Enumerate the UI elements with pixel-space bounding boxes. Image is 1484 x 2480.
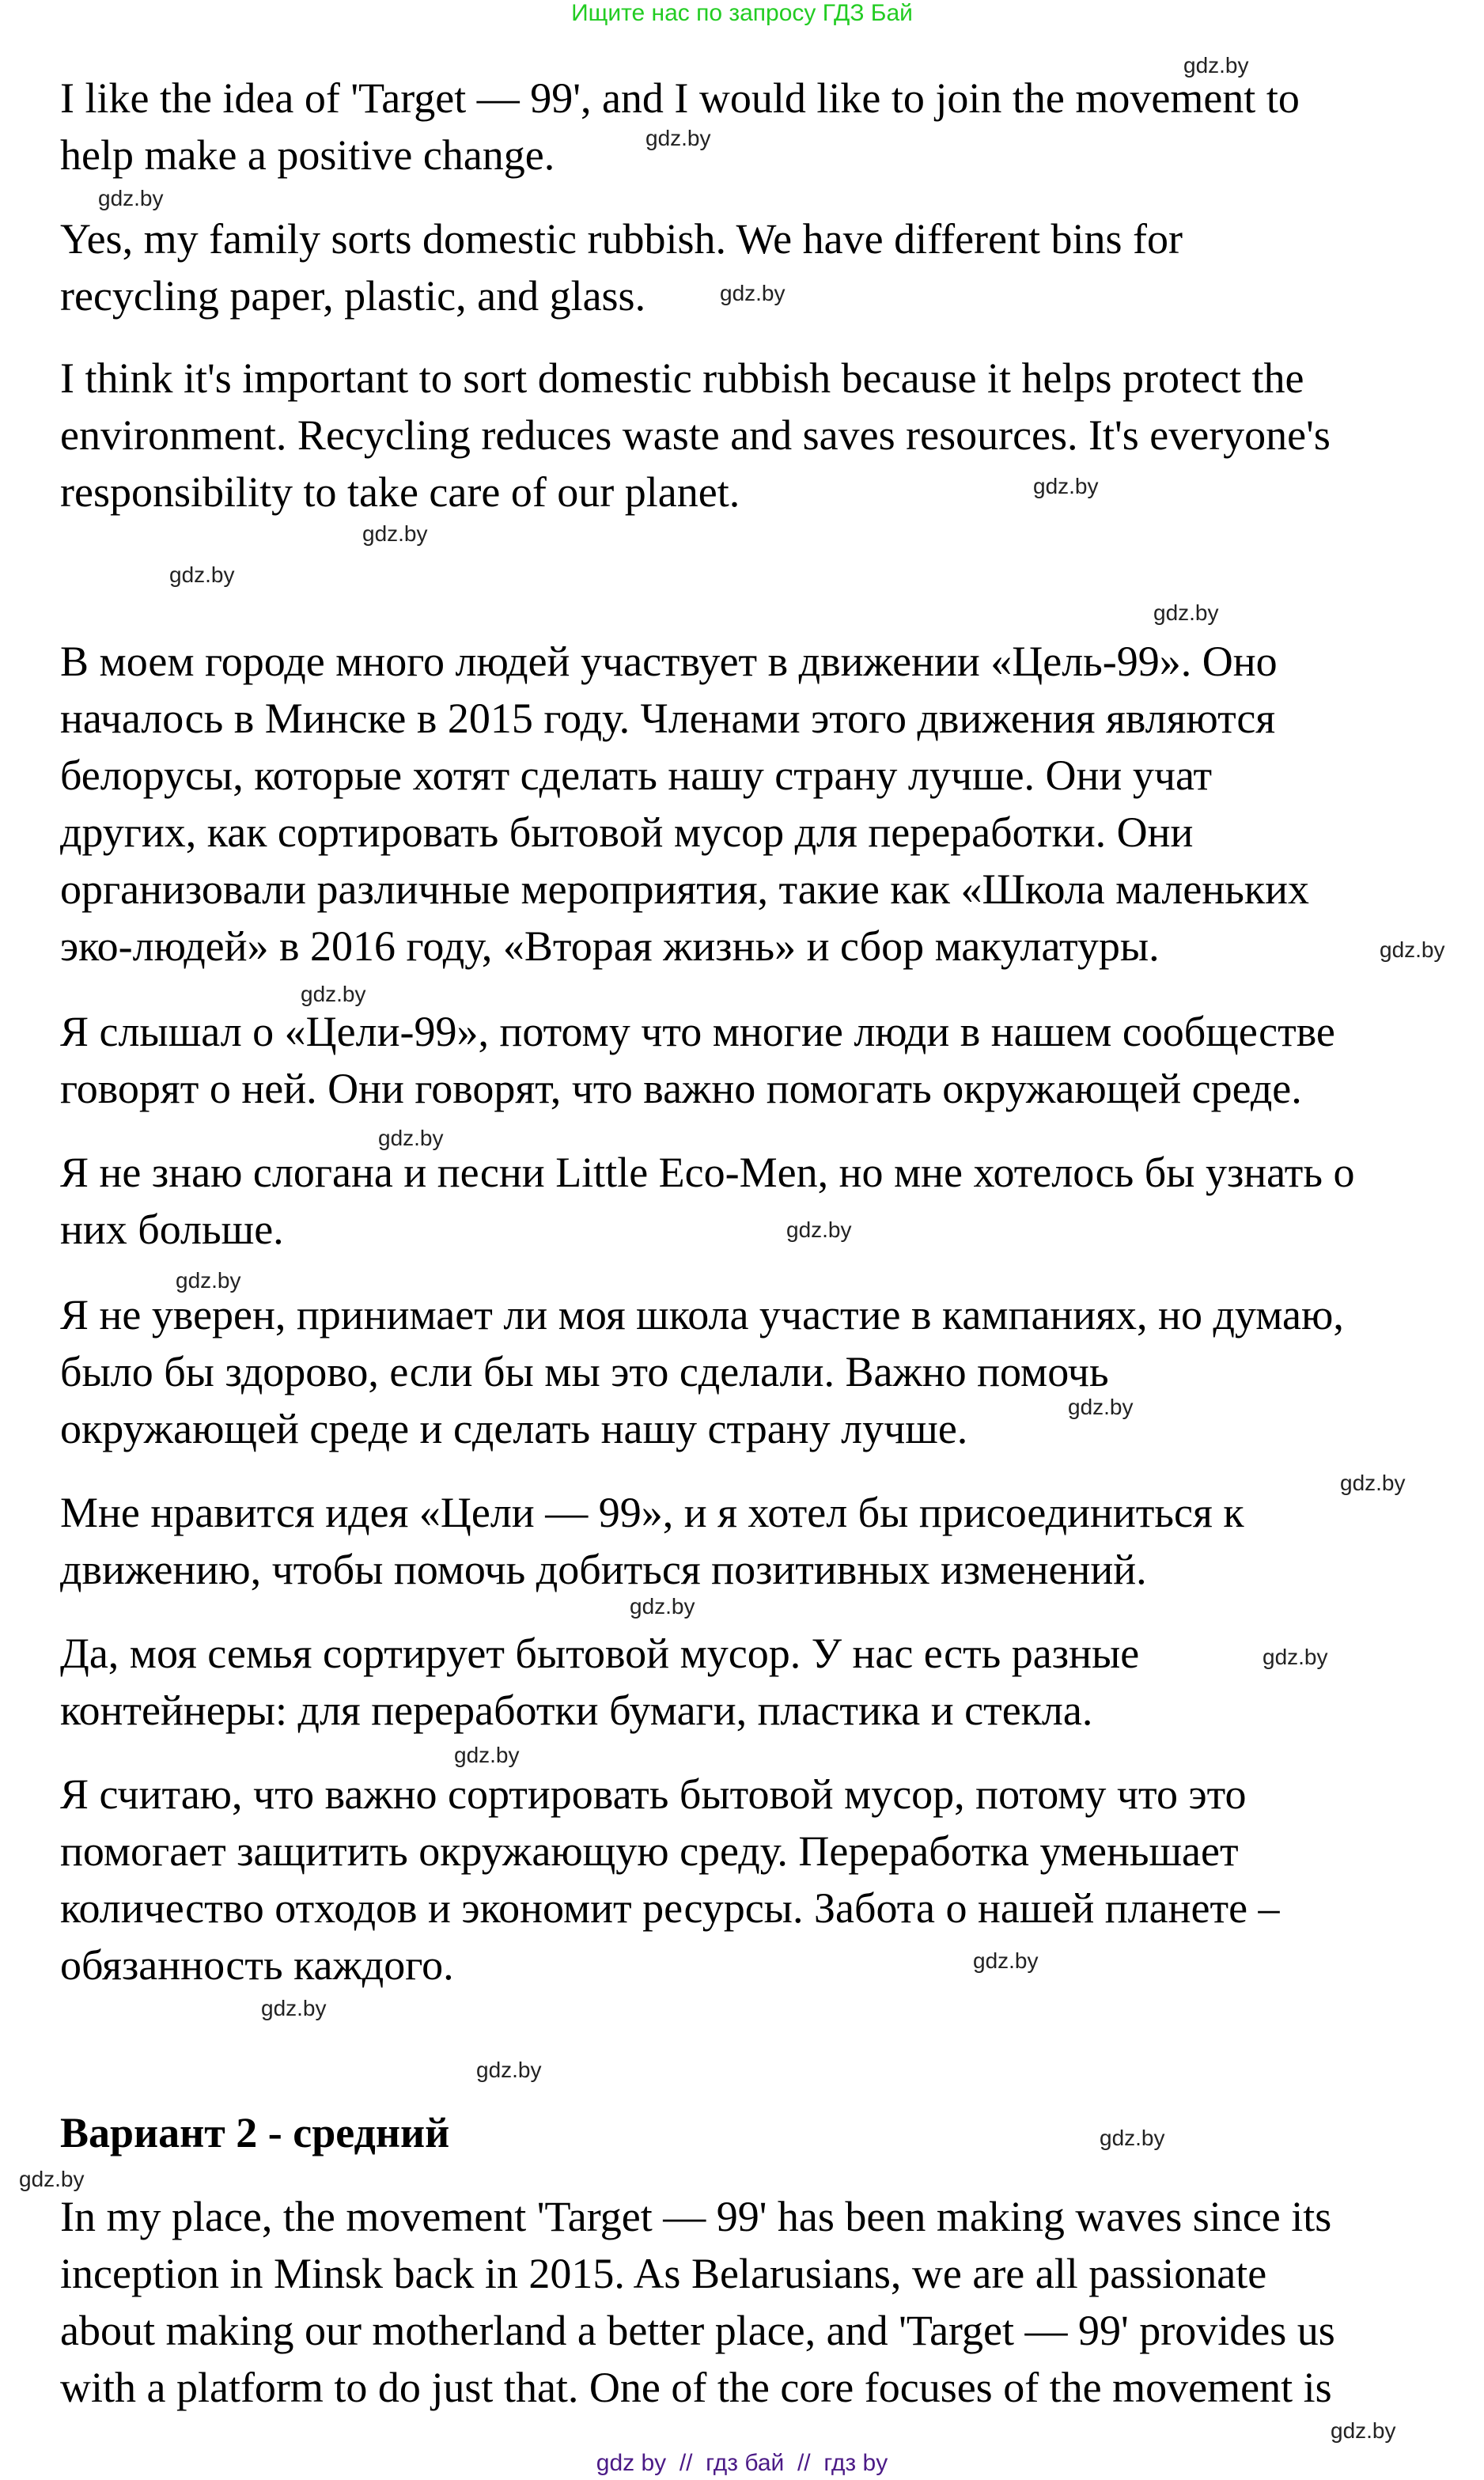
text-line: белорусы, которые хотят сделать нашу страну лучше. Они учат: [60, 752, 1213, 799]
watermark: gdz.by: [169, 562, 235, 587]
text-line: recycling paper, plastic, and glass.: [60, 272, 646, 320]
watermark: gdz.by: [261, 1996, 327, 2020]
text-line: говорят о ней. Они говорят, что важно помогать окружающей среде.: [60, 1065, 1302, 1112]
text-line: количество отходов и экономит ресурсы. Забота о нашей планете –: [60, 1884, 1280, 1932]
text-line: Я слышал о «Цели-99», потому что многие люди в нашем сообществе: [60, 1008, 1335, 1055]
watermark: gdz.by: [19, 2167, 85, 2191]
text-line: движению, чтобы помочь добиться позитивных изменений.: [60, 1546, 1147, 1593]
paragraph-9: [60, 1625, 1476, 1739]
text-line: help make a positive change.: [60, 131, 555, 179]
text-line: окружающей среде и сделать нашу страну лучше.: [60, 1405, 968, 1452]
text-line: I like the idea of 'Target — 99', and I would like to join the movement to: [60, 74, 1300, 122]
text-line: with a platform to do just that. One of the core focuses of the movement is: [60, 2364, 1332, 2411]
paragraph-2: [60, 210, 1476, 324]
watermark: gdz.by: [362, 521, 428, 546]
watermark: gdz.by: [1263, 1645, 1328, 1669]
paragraph-11: [60, 2188, 1476, 2416]
text-line: других, как сортировать бытовой мусор для переработки. Они: [60, 808, 1194, 856]
watermark: gdz.by: [1033, 474, 1099, 498]
paragraph-10: [60, 1766, 1476, 1993]
watermark: gdz.by: [176, 1268, 241, 1293]
watermark: gdz.by: [454, 1743, 520, 1767]
watermark: gdz.by: [630, 1594, 695, 1619]
top-banner[interactable]: Ищите нас по запросу ГДЗ Бай: [571, 0, 913, 26]
text-line: эко-людей» в 2016 году, «Вторая жизнь» и сбор макулатуры.: [60, 922, 1160, 970]
watermark: gdz.by: [720, 281, 786, 305]
watermark: gdz.by: [1068, 1395, 1134, 1419]
text-line: In my place, the movement 'Target — 99' has been making waves since its: [60, 2193, 1332, 2240]
watermark: gdz.by: [301, 982, 366, 1006]
text-line: помогает защитить окружающую среду. Переработка уменьшает: [60, 1827, 1239, 1875]
text-line: Мне нравится идея «Цели — 99», и я хотел бы присоединиться к: [60, 1489, 1244, 1536]
watermark: gdz.by: [973, 1948, 1039, 1973]
watermark: gdz.by: [98, 186, 164, 210]
text-line: I think it's important to sort domestic rubbish because it helps protect the: [60, 354, 1304, 402]
watermark: gdz.by: [378, 1126, 444, 1150]
paragraph-6: [60, 1144, 1476, 1258]
text-line: Я не уверен, принимает ли моя школа участие в кампаниях, но думаю,: [60, 1291, 1344, 1338]
text-line: организовали различные мероприятия, такие как «Школа маленьких: [60, 865, 1309, 913]
text-line: В моем городе много людей участвует в движении «Цель-99». Оно: [60, 638, 1278, 685]
text-line: началось в Минске в 2015 году. Членами этого движения являются: [60, 695, 1276, 742]
text-line: responsibility to take care of our planet.: [60, 468, 740, 516]
watermark: gdz.by: [1380, 937, 1445, 962]
text-line: Да, моя семья сортирует бытовой мусор. У нас есть разные: [60, 1630, 1140, 1677]
watermark: gdz.by: [645, 126, 711, 150]
text-line: environment. Recycling reduces waste and saves resources. It's everyone's: [60, 411, 1331, 459]
watermark: gdz.by: [1331, 2418, 1396, 2443]
paragraph-1: [60, 70, 1476, 184]
paragraph-8: [60, 1484, 1476, 1598]
paragraph-7: [60, 1286, 1476, 1457]
text-line: было бы здорово, если бы мы это сделали. Важно помочь: [60, 1348, 1109, 1395]
text-line: обязанность каждого.: [60, 1941, 454, 1989]
watermark: gdz.by: [1183, 53, 1249, 78]
variant-heading: Вариант 2 - средний: [60, 2109, 450, 2156]
paragraph-4: [60, 633, 1476, 975]
text-line: контейнеры: для переработки бумаги, пластика и стекла.: [60, 1687, 1093, 1734]
text-line: Yes, my family sorts domestic rubbish. We have different bins for: [60, 215, 1183, 263]
text-line: Я не знаю слогана и песни Little Eco-Men, но мне хотелось бы узнать о: [60, 1149, 1355, 1196]
watermark: gdz.by: [476, 2058, 542, 2082]
text-line: inception in Minsk back in 2015. As Belarusians, we are all passionate: [60, 2250, 1267, 2297]
text-line: Я считаю, что важно сортировать бытовой мусор, потому что это: [60, 1770, 1247, 1818]
watermark: gdz.by: [1340, 1471, 1406, 1495]
watermark: gdz.by: [1100, 2126, 1165, 2150]
watermark: gdz.by: [1153, 600, 1219, 625]
paragraph-3: [60, 350, 1476, 521]
paragraph-5: [60, 1003, 1476, 1117]
text-line: about making our motherland a better place, and 'Target — 99' provides us: [60, 2307, 1335, 2354]
watermark: gdz.by: [786, 1217, 852, 1242]
text-line: них больше.: [60, 1206, 284, 1253]
footer-links[interactable]: gdz by // гдз бай // гдз by: [596, 2450, 888, 2476]
